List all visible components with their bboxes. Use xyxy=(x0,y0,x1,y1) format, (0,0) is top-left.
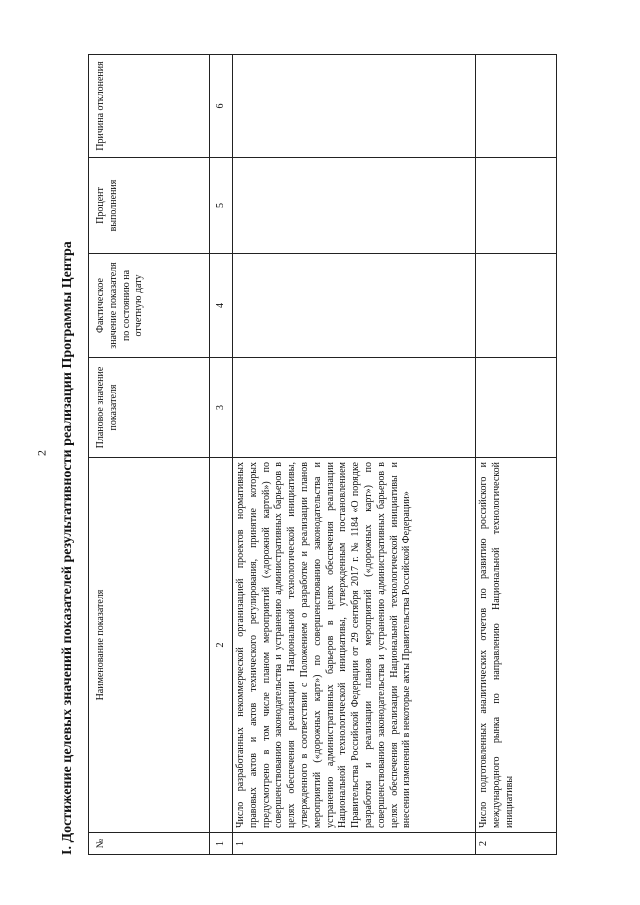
table-row xyxy=(233,55,476,855)
column-number: 3 xyxy=(210,358,233,458)
header-planned: Плановое значение показателя xyxy=(89,358,210,458)
actual-value xyxy=(476,254,557,358)
percent-value xyxy=(476,158,557,254)
indicator-name: Число разработанных некоммерческой организацией проектов нормативных правовых актов и актов технического регулирования, принятие которых предусмотрено в том числе планом мероприятий («дорожной картой») по совершенствованию законодательства и устранению административных барьеров в целях обеспечения реализации Национальной технологической инициативы, утвержденного в соответствии с Положением о разработке и реализации планов мероприятий («дорожных карт») по совершенствованию законодательства и устранению административных барьеров в целях обеспечения реализации Национальной технологической инициативы, утвержденным постановлением Правительства Российской Федерации от 29 сентября 2017 г. № 1184 «О порядке разработки и реализации планов мероприятий («дорожных карт») по совершенствованию законодательства и устранению административных барьеров в целях обеспечения реализации Национальной технологической инициативы и внесении изменений в некоторые акты Правительства Российской Федерации» xyxy=(233,458,476,833)
column-number: 2 xyxy=(210,458,233,833)
planned-value xyxy=(476,358,557,458)
header-actual: Фактическое значение показателя по состоянию на отчетную дату xyxy=(89,254,210,358)
column-number: 5 xyxy=(210,158,233,254)
header-name: Наименование показателя xyxy=(89,458,210,833)
section-heading: I. Достижение целевых значений показателей результативности реализации Программы Центра xyxy=(60,241,75,855)
percent-value xyxy=(233,158,476,254)
planned-value xyxy=(233,358,476,458)
reason-value xyxy=(476,55,557,158)
row-num: 2 xyxy=(476,833,557,855)
header-reason: Причина отклонения xyxy=(89,55,210,158)
column-number: 4 xyxy=(210,254,233,358)
row-num: 1 xyxy=(233,833,476,855)
actual-value xyxy=(233,254,476,358)
rotated-page-content xyxy=(48,55,608,855)
column-number: 1 xyxy=(210,833,233,855)
column-number-row xyxy=(210,55,233,855)
header-num: № xyxy=(89,833,210,855)
table-header-row xyxy=(89,55,210,855)
indicators-table xyxy=(88,54,557,855)
table-row xyxy=(476,55,557,855)
indicator-name: Число подготовленных аналитических отчетов по развитию российского и международного рынка по направлению Национальной технологической инициативы xyxy=(476,458,557,833)
page-number: 2 xyxy=(34,450,49,456)
header-percent: Процент выполнения xyxy=(89,158,210,254)
reason-value xyxy=(233,55,476,158)
column-number: 6 xyxy=(210,55,233,158)
